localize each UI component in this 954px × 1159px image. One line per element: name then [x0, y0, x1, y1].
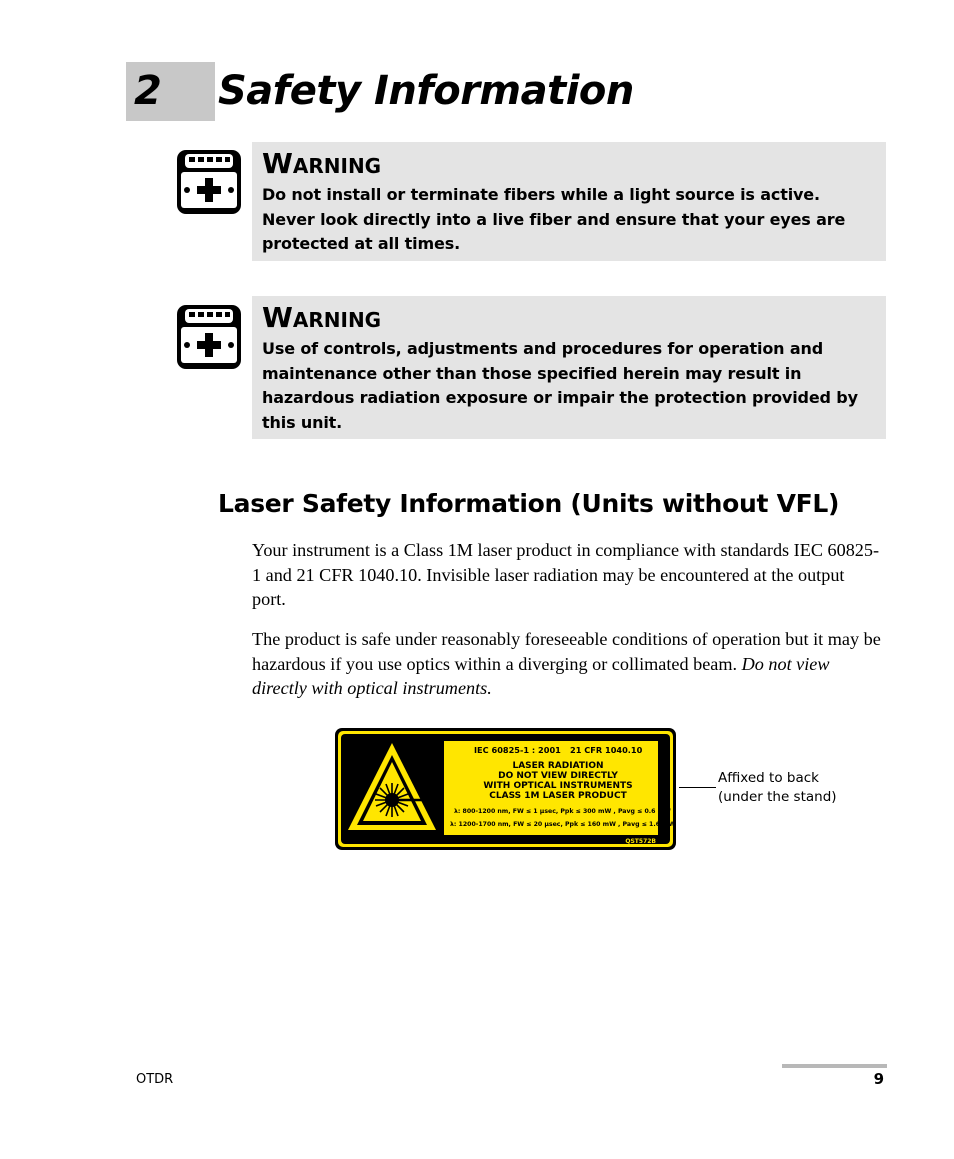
callout	[718, 769, 837, 807]
callout-line: Affixed to back	[718, 770, 819, 786]
callout-leader-line	[679, 787, 716, 788]
paragraph-emphasis: Do not view directly with optical instruments.	[252, 653, 830, 699]
page-number: 9	[873, 1070, 884, 1088]
label-text: CLASS 1M LASER PRODUCT	[489, 791, 627, 801]
paragraph-text: The product is safe under reasonably foreseeable conditions of operation but it may be hazardous if you use optics within a diverging or collimated beam.	[252, 629, 881, 674]
paragraph	[252, 627, 882, 701]
first-aid-icon	[175, 148, 243, 216]
footer-product: OTDR	[136, 1072, 174, 1087]
label-code: QST572B	[625, 838, 656, 845]
first-aid-icon	[175, 303, 243, 371]
section-heading: Laser Safety Information (Units without VFL)	[218, 489, 840, 518]
laser-warning-label	[334, 727, 677, 851]
warning-box	[252, 142, 886, 261]
label-spec: λ: 1200-1700 nm, FW ≤ 20 µsec, Ppk ≤ 160 mW , Pavg ≤ 1.6 mW	[450, 821, 676, 828]
warning-title: Warning	[262, 147, 382, 180]
label-standard: 21 CFR 1040.10	[570, 745, 643, 755]
warning-title: Warning	[262, 301, 382, 334]
label-text: LASER RADIATION	[512, 761, 604, 771]
chapter-title: Safety Information	[218, 68, 634, 114]
warning-box	[252, 296, 886, 439]
warning-text: Do not install or terminate fibers while a light source is active. Never look directly into a live fiber and ensure that your eyes are protected at all times.	[262, 185, 846, 253]
label-text: DO NOT VIEW DIRECTLY	[498, 771, 618, 781]
chapter-number: 2	[126, 62, 215, 121]
label-standard: IEC 60825-1 : 2001	[474, 745, 561, 755]
label-spec: λ: 800-1200 nm, FW ≤ 1 µsec, Ppk ≤ 300 mW , Pavg ≤ 0.6 mW	[454, 808, 671, 815]
paragraph: Your instrument is a Class 1M laser product in compliance with standards IEC 60825-1 and 21 CFR 1040.10. Invisible laser radiation may be encountered at the output port.	[252, 540, 880, 610]
footer-rule	[782, 1064, 887, 1068]
warning-text: Use of controls, adjustments and procedures for operation and maintenance other than those specified herein may result in hazardous radiation exposure or impair the protection provided by this unit.	[262, 339, 858, 432]
callout-line: (under the stand)	[718, 789, 837, 805]
label-text: WITH OPTICAL INSTRUMENTS	[483, 781, 633, 791]
